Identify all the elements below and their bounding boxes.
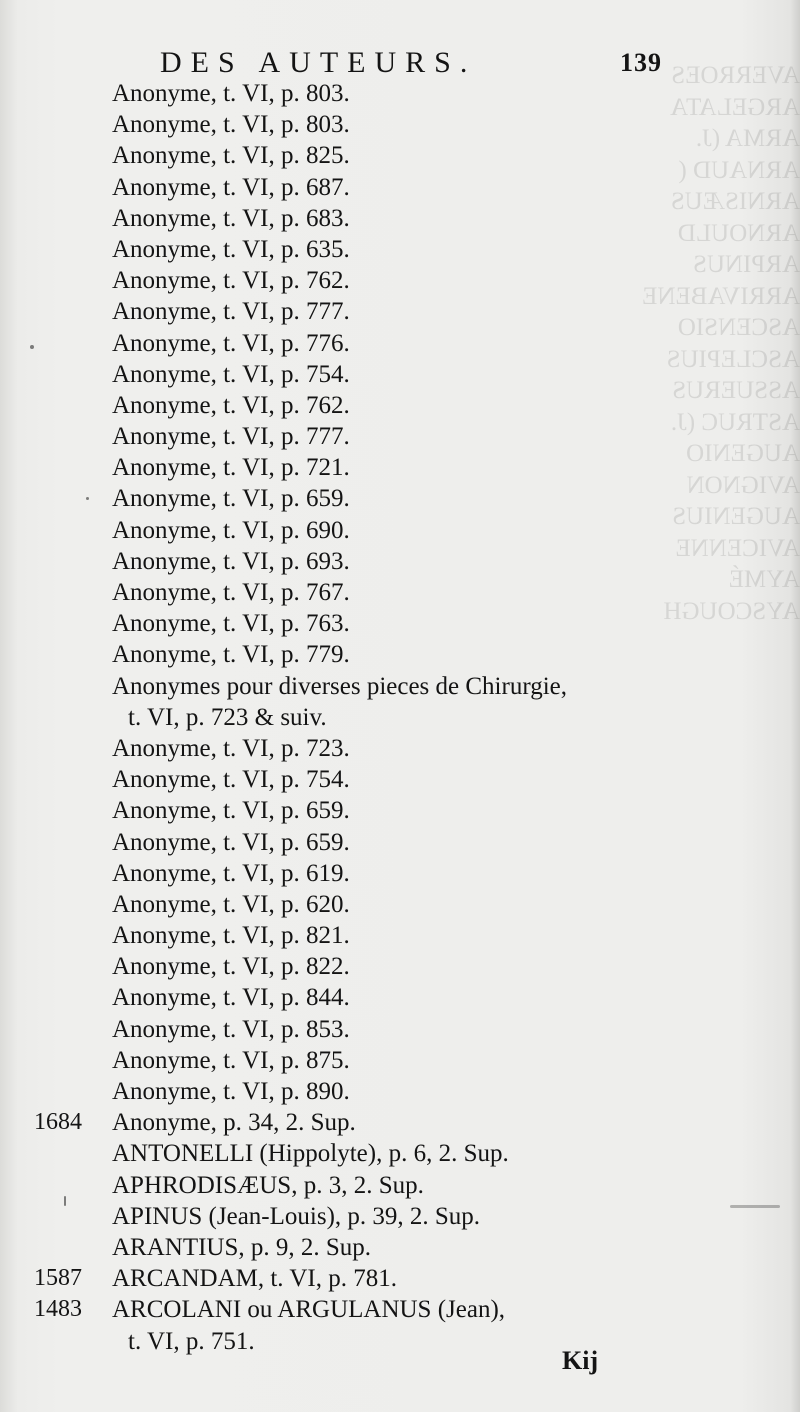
list-item <box>0 733 800 764</box>
list-item <box>0 1138 800 1169</box>
entry-text: ARCOLANI ou ARGULANUS (Jean), <box>112 1296 506 1324</box>
list-item <box>0 577 800 608</box>
list-item <box>0 328 800 359</box>
list-item <box>0 109 800 140</box>
signature-mark: Kij <box>562 1346 599 1375</box>
list-item <box>0 483 800 514</box>
entry-text: Anonyme, t. VI, p. 690. <box>112 516 350 544</box>
list-item <box>0 1170 800 1201</box>
entry-year: 1684 <box>34 1109 82 1136</box>
list-item <box>0 639 800 670</box>
page-number: 139 <box>620 48 662 77</box>
entry-text: APHRODISÆUS, p. 3, 2. Sup. <box>112 1171 424 1199</box>
entry-year: 1587 <box>34 1265 82 1292</box>
entry-text: Anonyme, t. VI, p. 821. <box>112 922 350 950</box>
entry-text: Anonyme, t. VI, p. 777. <box>112 298 350 326</box>
entry-text: Anonyme, t. VI, p. 659. <box>112 485 350 513</box>
entry-text: Anonyme, t. VI, p. 683. <box>112 204 350 232</box>
author-index-list <box>0 78 800 1357</box>
entry-text: ANTONELLI (Hippolyte), p. 6, 2. Sup. <box>112 1140 509 1168</box>
list-item <box>0 1107 800 1138</box>
list-item <box>0 671 800 702</box>
list-item <box>0 1045 800 1076</box>
list-item <box>0 515 800 546</box>
entry-text: Anonyme, t. VI, p. 844. <box>112 984 350 1012</box>
entry-text: Anonyme, t. VI, p. 777. <box>112 423 350 451</box>
list-item <box>0 359 800 390</box>
entry-text: Anonyme, t. VI, p. 619. <box>112 859 350 887</box>
list-item <box>0 1201 800 1232</box>
list-item <box>0 608 800 639</box>
list-item <box>0 1232 800 1263</box>
entry-text: t. VI, p. 751. <box>128 1327 255 1355</box>
entry-text: ARANTIUS, p. 9, 2. Sup. <box>112 1233 372 1261</box>
entry-text: Anonyme, t. VI, p. 659. <box>112 797 350 825</box>
entry-text: Anonyme, t. VI, p. 803. <box>112 111 350 139</box>
entry-text: Anonyme, t. VI, p. 620. <box>112 890 350 918</box>
list-item <box>0 1076 800 1107</box>
list-item <box>0 452 800 483</box>
list-item <box>0 827 800 858</box>
list-item <box>0 140 800 171</box>
entry-text: Anonymes pour diverses pieces de Chirurgie, <box>112 672 567 700</box>
entry-text: Anonyme, t. VI, p. 754. <box>112 766 350 794</box>
entry-text: Anonyme, t. VI, p. 822. <box>112 953 350 981</box>
entry-text: ARCANDAM, t. VI, p. 781. <box>112 1265 397 1293</box>
entry-text: Anonyme, t. VI, p. 875. <box>112 1046 350 1074</box>
entry-text: Anonyme, t. VI, p. 721. <box>112 454 350 482</box>
list-item <box>0 546 800 577</box>
list-item <box>0 421 800 452</box>
list-item <box>0 764 800 795</box>
entry-text: Anonyme, t. VI, p. 779. <box>112 641 350 669</box>
entry-text: Anonyme, t. VI, p. 767. <box>112 579 350 606</box>
entry-text: Anonyme, t. VI, p. 803. <box>112 80 350 107</box>
page-header <box>0 46 800 82</box>
entry-text: Anonyme, t. VI, p. 687. <box>112 173 350 201</box>
entry-text: APINUS (Jean-Louis), p. 39, 2. Sup. <box>112 1202 481 1230</box>
entry-text: Anonyme, t. VI, p. 659. <box>112 828 350 856</box>
list-item <box>0 889 800 920</box>
list-item <box>0 858 800 889</box>
list-item <box>0 265 800 296</box>
list-item <box>0 172 800 203</box>
list-item <box>0 951 800 982</box>
entry-text: Anonyme, t. VI, p. 762. <box>112 267 350 295</box>
list-item <box>0 795 800 826</box>
list-item <box>0 78 800 109</box>
entry-text: Anonyme, t. VI, p. 635. <box>112 235 350 263</box>
list-item <box>0 296 800 327</box>
entry-year: 1483 <box>34 1296 82 1323</box>
list-item <box>0 920 800 951</box>
entry-text: Anonyme, t. VI, p. 693. <box>112 547 350 575</box>
list-item <box>0 1294 800 1325</box>
entry-text: Anonyme, t. VI, p. 853. <box>112 1015 350 1043</box>
entry-text: Anonyme, t. VI, p. 762. <box>112 391 350 419</box>
list-item-continuation <box>0 1326 800 1357</box>
entry-text: Anonyme, t. VI, p. 754. <box>112 360 350 388</box>
entry-text: Anonyme, t. VI, p. 776. <box>112 329 350 357</box>
list-item <box>0 203 800 234</box>
entry-text: Anonyme, t. VI, p. 763. <box>112 610 350 638</box>
list-item-continuation <box>0 702 800 733</box>
entry-text: Anonyme, p. 34, 2. Sup. <box>112 1109 356 1137</box>
list-item <box>0 1263 800 1294</box>
entry-text: t. VI, p. 723 & suiv. <box>128 703 327 731</box>
list-item <box>0 982 800 1013</box>
show-through-text: AVERROES ARGELATA ARMA (J. ARNAUD ( ARNISÆUS ARNOULD ARPINUS ARRIVABENE ASCENSIO ASCLEPIUS ASSUERUS ASTRUC (J. AUGENIO AVIGNON AUGENIUS AVICENNE AYMÉ AYSCOUGH <box>642 62 800 625</box>
entry-text: Anonyme, t. VI, p. 890. <box>112 1078 350 1105</box>
list-item <box>0 1014 800 1045</box>
list-item <box>0 390 800 421</box>
entry-text: Anonyme, t. VI, p. 825. <box>112 142 350 170</box>
list-item <box>0 234 800 265</box>
entry-text: Anonyme, t. VI, p. 723. <box>112 734 350 762</box>
running-title: DES AUTEURS. <box>160 46 477 79</box>
